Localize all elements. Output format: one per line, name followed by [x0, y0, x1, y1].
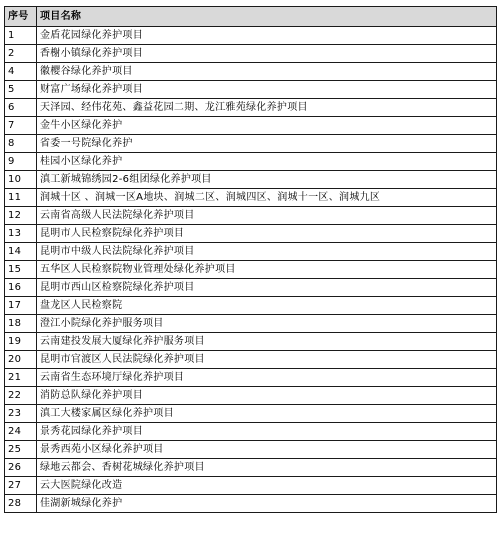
project-name-cell: 云南省生态环境厅绿化养护项目 [37, 369, 497, 387]
header-project-name: 项目名称 [37, 7, 497, 27]
serial-number-cell: 12 [5, 207, 37, 225]
serial-number-cell: 11 [5, 189, 37, 207]
project-name-cell: 盘龙区人民检察院 [37, 297, 497, 315]
serial-number-cell: 24 [5, 423, 37, 441]
project-name-cell: 省委一号院绿化养护 [37, 135, 497, 153]
serial-number-cell: 9 [5, 153, 37, 171]
project-name-cell: 金牛小区绿化养护 [37, 117, 497, 135]
table-row [5, 261, 497, 279]
table-row [5, 189, 497, 207]
table-row [5, 333, 497, 351]
table-row [5, 243, 497, 261]
project-name-cell: 徽樱谷绿化养护项目 [37, 63, 497, 81]
serial-number-cell: 25 [5, 441, 37, 459]
table-row [5, 99, 497, 117]
project-name-cell: 滇工新城锦绣园2-6组团绿化养护项目 [37, 171, 497, 189]
table-row [5, 423, 497, 441]
table-row [5, 117, 497, 135]
table-row [5, 225, 497, 243]
project-list-container [4, 6, 496, 513]
table-row [5, 81, 497, 99]
project-name-cell: 昆明市中级人民法院绿化养护项目 [37, 243, 497, 261]
project-name-cell: 景秀花园绿化养护项目 [37, 423, 497, 441]
table-body [5, 27, 497, 513]
table-row [5, 171, 497, 189]
serial-number-cell: 4 [5, 63, 37, 81]
project-name-cell: 景秀西苑小区绿化养护项目 [37, 441, 497, 459]
serial-number-cell: 1 [5, 27, 37, 45]
project-name-cell: 云南省高级人民法院绿化养护项目 [37, 207, 497, 225]
table-row [5, 477, 497, 495]
serial-number-cell: 27 [5, 477, 37, 495]
table-row [5, 63, 497, 81]
serial-number-cell: 19 [5, 333, 37, 351]
serial-number-cell: 26 [5, 459, 37, 477]
project-name-cell: 绿地云都会、香树花城绿化养护项目 [37, 459, 497, 477]
serial-number-cell: 6 [5, 99, 37, 117]
serial-number-cell: 22 [5, 387, 37, 405]
table-row [5, 495, 497, 513]
project-name-cell: 佳湖新城绿化养护 [37, 495, 497, 513]
serial-number-cell: 21 [5, 369, 37, 387]
table-row [5, 45, 497, 63]
table-header [5, 7, 497, 27]
project-name-cell: 昆明市西山区检察院绿化养护项目 [37, 279, 497, 297]
table-row [5, 459, 497, 477]
serial-number-cell: 5 [5, 81, 37, 99]
table-row [5, 279, 497, 297]
serial-number-cell: 10 [5, 171, 37, 189]
serial-number-cell: 14 [5, 243, 37, 261]
table-row [5, 297, 497, 315]
project-name-cell: 天泽园、经伟花苑、鑫益花园二期、龙江雅苑绿化养护项目 [37, 99, 497, 117]
serial-number-cell: 13 [5, 225, 37, 243]
table-row [5, 351, 497, 369]
project-name-cell: 香榭小镇绿化养护项目 [37, 45, 497, 63]
project-name-cell: 昆明市人民检察院绿化养护项目 [37, 225, 497, 243]
table-row [5, 405, 497, 423]
serial-number-cell: 20 [5, 351, 37, 369]
project-name-cell: 澄江小院绿化养护服务项目 [37, 315, 497, 333]
project-name-cell: 润城十区 、润城一区A地块、润城二区、润城四区、润城十一区、润城九区 [37, 189, 497, 207]
header-serial-number: 序号 [5, 7, 37, 27]
table-row [5, 135, 497, 153]
serial-number-cell: 15 [5, 261, 37, 279]
serial-number-cell: 7 [5, 117, 37, 135]
serial-number-cell: 23 [5, 405, 37, 423]
project-name-cell: 云大医院绿化改造 [37, 477, 497, 495]
project-name-cell: 桂园小区绿化养护 [37, 153, 497, 171]
project-name-cell: 云南建投发展大厦绿化养护服务项目 [37, 333, 497, 351]
project-name-cell: 消防总队绿化养护项目 [37, 387, 497, 405]
project-name-cell: 昆明市官渡区人民法院绿化养护项目 [37, 351, 497, 369]
table-row [5, 153, 497, 171]
table-row [5, 207, 497, 225]
project-name-cell: 滇工大楼家属区绿化养护项目 [37, 405, 497, 423]
project-name-cell: 金盾花园绿化养护项目 [37, 27, 497, 45]
serial-number-cell: 28 [5, 495, 37, 513]
project-table [4, 6, 497, 513]
serial-number-cell: 8 [5, 135, 37, 153]
project-name-cell: 五华区人民检察院物业管理处绿化养护项目 [37, 261, 497, 279]
table-row [5, 369, 497, 387]
table-row [5, 27, 497, 45]
table-row [5, 315, 497, 333]
header-row [5, 7, 497, 27]
table-row [5, 441, 497, 459]
serial-number-cell: 17 [5, 297, 37, 315]
project-name-cell: 财富广场绿化养护项目 [37, 81, 497, 99]
serial-number-cell: 16 [5, 279, 37, 297]
table-row [5, 387, 497, 405]
serial-number-cell: 18 [5, 315, 37, 333]
serial-number-cell: 2 [5, 45, 37, 63]
